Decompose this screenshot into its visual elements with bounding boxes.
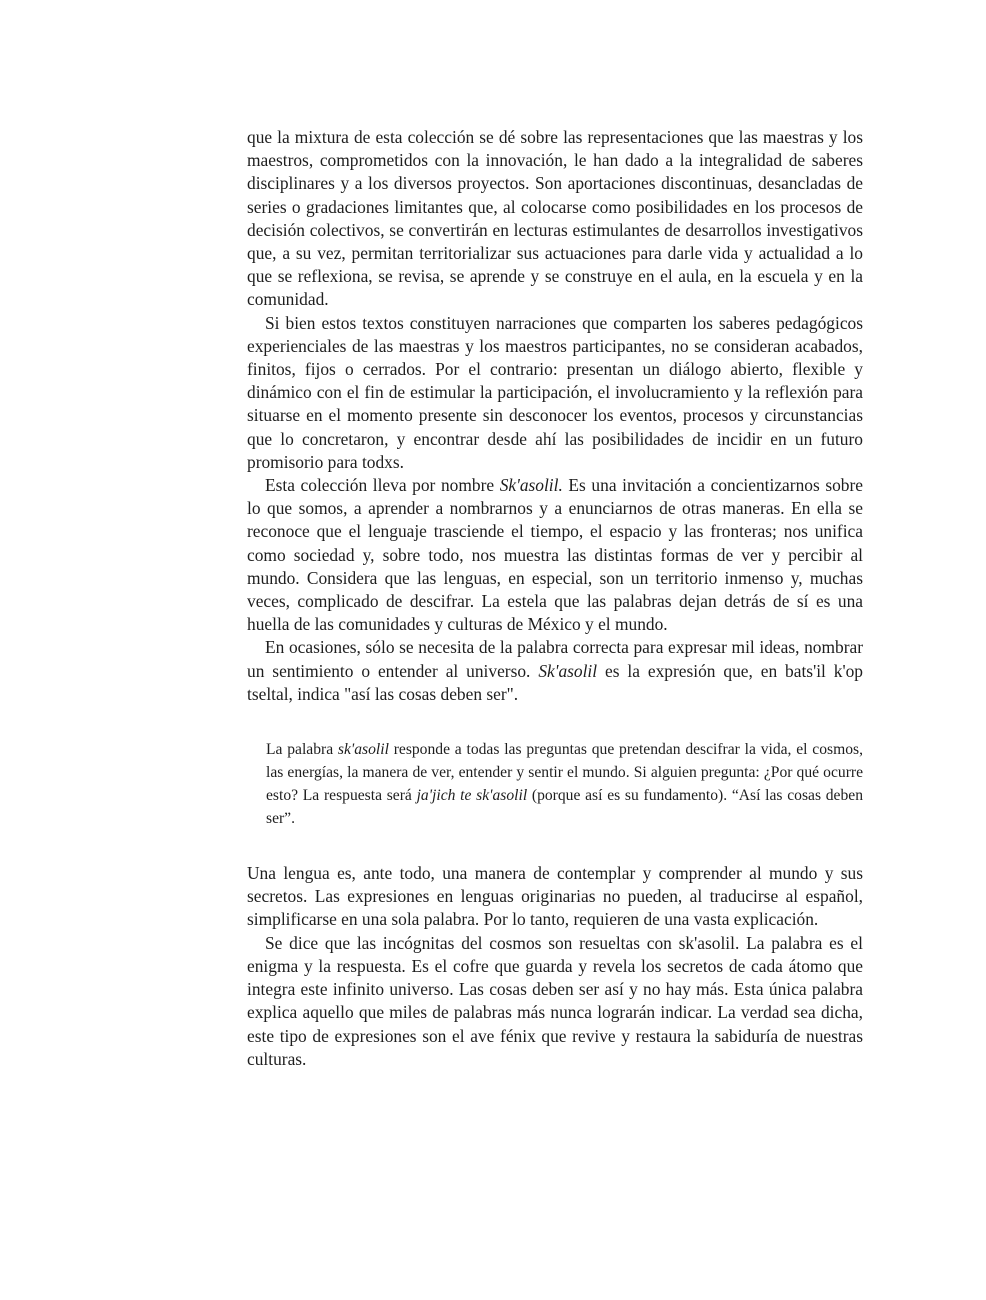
paragraph-ocasiones	[247, 636, 863, 706]
paragraph-coleccion	[247, 474, 863, 636]
quote-term-2: ja'jich te sk'asolil	[416, 787, 528, 805]
paragraph-textos: Si bien estos textos constituyen narraciones que comparten los saberes pedagógicos experienciales de las maestras y los maestros participantes, no se consideran acabados, finitos, fijos o cerrados. Por el contrario: presentan un diálogo abierto, flexible y dinámico con el fin de estimular la participación, el involucramiento y la reflexión para situarse en el momento presente sin desconocer los eventos, procesos y circunstancias que lo concretaron, y encontrar desde ahí las posibilidades de incidir en un futuro promisorio para todxs.	[247, 312, 863, 472]
paragraph-incognitas: Se dice que las incógnitas del cosmos son resueltas con sk'asolil. La palabra es el enigma y la respuesta. Es el cofre que guarda y revela los secretos de cada átomo que integra este infinito universo. Las cosas deben ser así y no hay más. Esta única palabra explica aquello que miles de palabras más nunca lograrán indicar. La verdad sea dicha, este tipo de expresiones son el ave fénix que revive y restaura la sabiduría de nuestras culturas.	[247, 932, 863, 1069]
paragraph-coleccion-start: Esta colección lleva por nombre	[265, 475, 500, 496]
quote-part-2: responde a todas las preguntas que pretendan descifrar la vida, el cosmos, las energías, la manera de ver, entender y sentir el mundo. Si alguien pregunta: ¿Por qué ocurre esto? La respuesta será	[266, 741, 863, 805]
paragraph-ocasiones-rest: es la expresión que, en bats'il k'op tseltal, indica "así las cosas deben ser".	[247, 660, 863, 704]
paragraph-ocasiones-start: En ocasiones, sólo se necesita de la palabra correcta para expresar mil ideas, nombrar un sentimiento o entender al universo.	[247, 637, 863, 681]
paragraph-continuation: que la mixtura de esta colección se dé sobre las representaciones que las maestras y los maestros, comprometidos con la innovación, le han dado a la integralidad de saberes disciplinares y a los diversos proyectos. Son aportaciones discontinuas, desancladas de series o gradaciones limitantes que, al colocarse como posibilidades en los procesos de decisión colectivos, se convertirán en lecturas estimulantes de desarrollos investigativos que, a su vez, permitan territorializar sus actuaciones para darle vida y actualidad a lo que se reflexiona, se revisa, se aprende y se construye en el aula, en la escuela y en la comunidad.	[247, 127, 863, 310]
quote-part-3: (porque así es su fundamento). “Así las cosas deben ser”.	[266, 787, 863, 828]
term-skasolil-2: Sk'asolil	[538, 660, 598, 681]
paragraph-coleccion-rest: Es una invitación a concientizarnos sobre lo que somos, a aprender a nombrarnos y a enunciarnos de otras maneras. En ella se reconoce que el lenguaje trasciende el tiempo, el espacio y las fronteras; nos unifica como sociedad y, sobre todo, nos muestra las distintas formas de ver y percibir al mundo. Considera que las lenguas, en especial, son un territorio inmenso y, muchas veces, complicado de descifrar. La estela que las palabras dejan detrás de sí es una huella de las comunidades y culturas de México y el mundo.	[247, 475, 863, 635]
body-text	[247, 126, 863, 1071]
quote-term-1: sk'asolil	[337, 741, 389, 759]
paragraph-lengua: Una lengua es, ante todo, una manera de contemplar y comprender al mundo y sus secretos. Las expresiones en lenguas originarias no pueden, al traducirse al español, simplificarse en una sola palabra. Por lo tanto, requieren de una vasta explicación.	[247, 863, 863, 930]
term-skasolil: Sk'asolil.	[499, 475, 563, 496]
block-quote	[266, 738, 863, 830]
quote-part-1: La palabra	[266, 741, 338, 759]
